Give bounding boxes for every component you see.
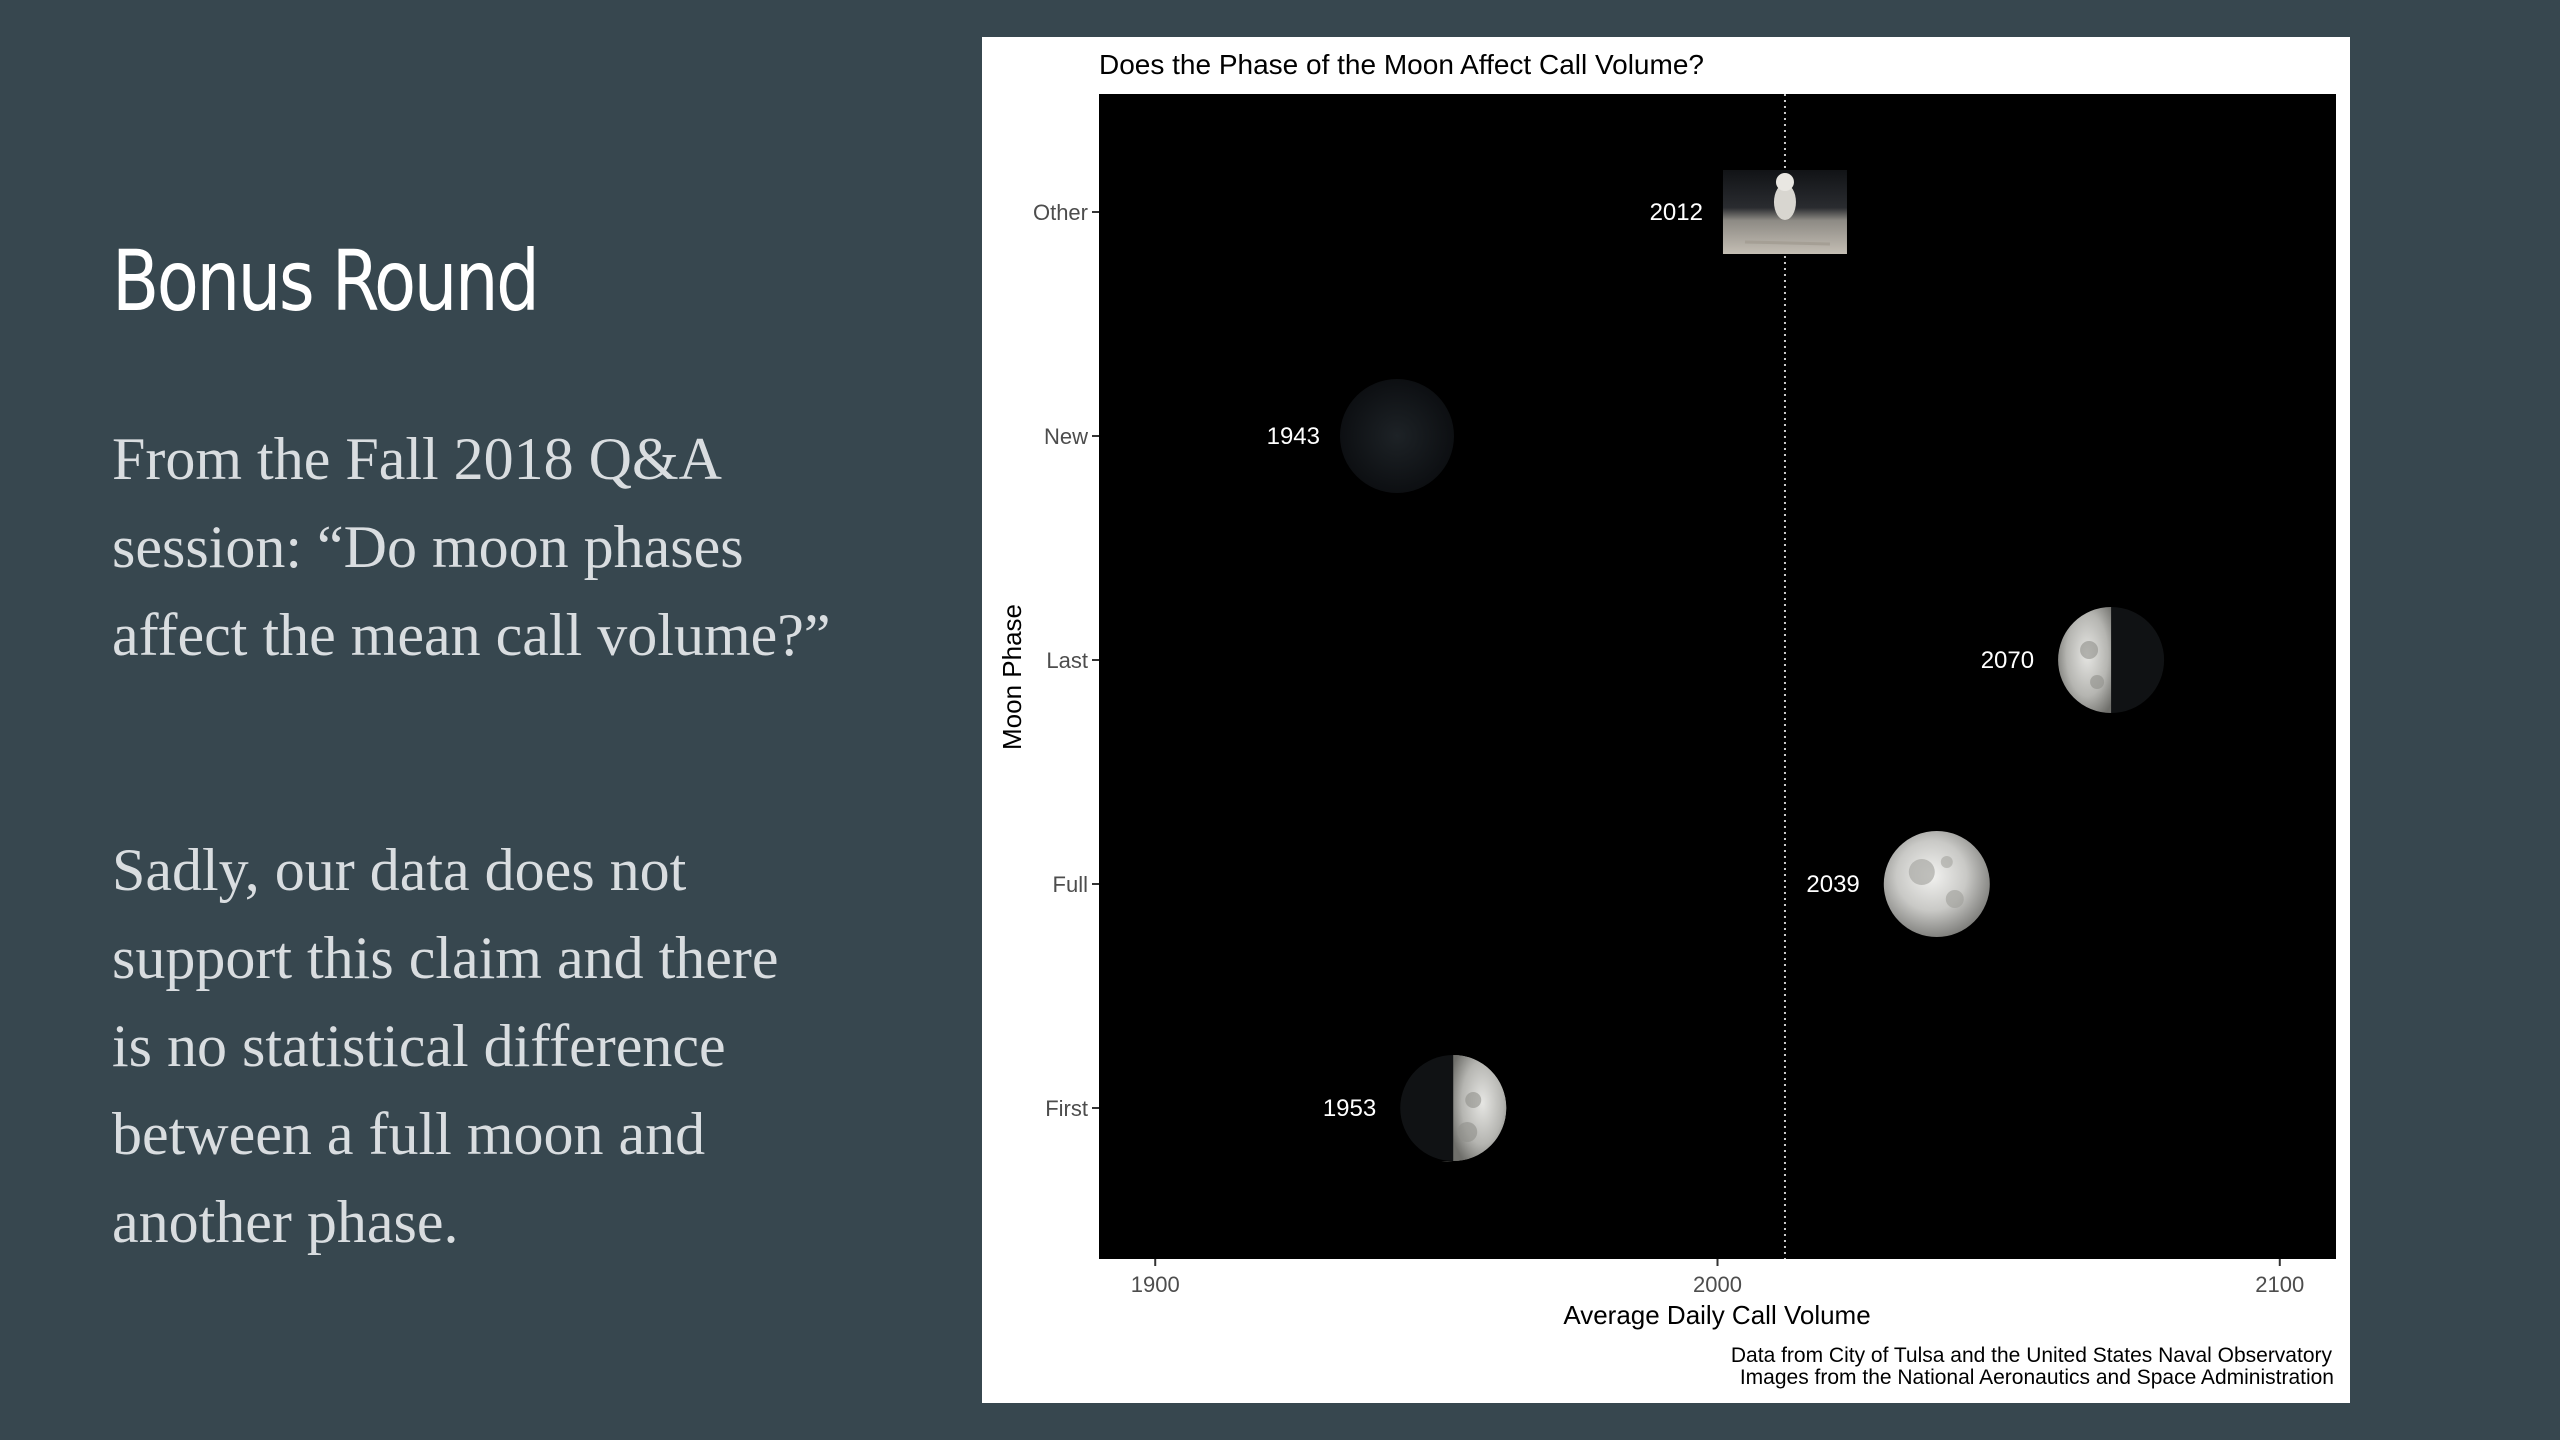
value-label-new: 1943 [1266,423,1321,450]
chart-panel [982,37,2350,1403]
moon-crater [1909,859,1935,885]
value-label-last: 2070 [1980,647,2035,674]
new-moon-icon [1340,379,1454,493]
moon-crater [1457,1122,1477,1142]
y-tick-label-first: First [1045,1096,1088,1121]
y-tick-label-last: Last [1046,648,1088,673]
chart-title: Does the Phase of the Moon Affect Call Volume? [1099,49,1704,80]
caption-line-data-source: Data from City of Tulsa and the United States Naval Observatory [1730,1344,2332,1367]
moon-crater [1941,856,1953,868]
moon-crater [2090,675,2104,689]
slide-title: Bonus Round [112,232,538,330]
x-axis-title: Average Daily Call Volume [1563,1300,1871,1330]
slide-paragraph-question: From the Fall 2018 Q&A session: “Do moon phases affect the mean call volume?” [112,426,831,668]
y-axis-title: Moon Phase [997,604,1027,750]
y-tick-label-new: New [1043,424,1088,449]
x-tick-label-2100: 2100 [2255,1272,2305,1297]
full-moon-icon [1884,831,1990,937]
moon-crater [1946,890,1964,908]
value-label-other: 2012 [1649,199,1703,226]
moon-crater [1465,1092,1481,1108]
lunar-ground [1745,242,1830,244]
moon-phase-chart [982,37,2350,1403]
value-label-full: 2039 [1806,871,1860,898]
y-tick-label-other: Other [1032,200,1088,225]
slide-paragraph-answer: Sadly, our data does not support this claim and there is no statistical difference between a full moon and another phase. [112,837,779,1255]
x-tick-label-1900: 1900 [1130,1272,1180,1297]
value-label-first: 1953 [1322,1095,1377,1122]
caption-line-image-source: Images from the National Aeronautics and Space Administration [1739,1366,2334,1389]
moon-crater [2080,641,2098,659]
x-tick-label-2000: 2000 [1693,1272,1742,1297]
astronaut-helmet [1776,173,1794,191]
y-tick-label-full: Full [1052,872,1088,897]
